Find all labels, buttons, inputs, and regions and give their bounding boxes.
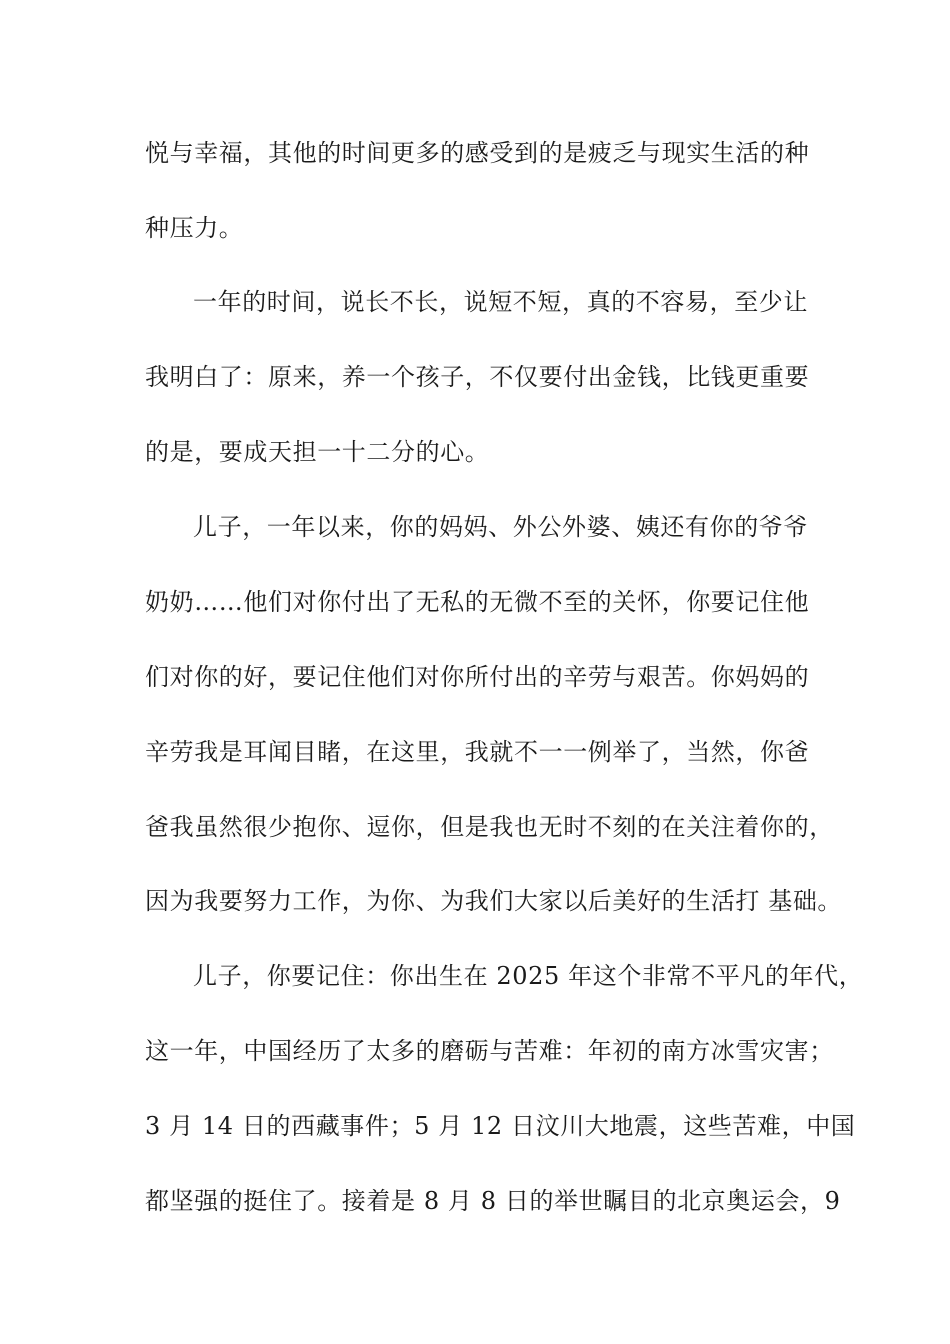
text-line: 因为我要努力工作，为你、为我们大家以后美好的生活打 基础。: [145, 887, 843, 915]
text-line: 爸我虽然很少抱你、逗你，但是我也无时不刻的在关注着你的，: [145, 813, 834, 841]
text-line: 辛劳我是耳闻目睹，在这里，我就不一一例举了，当然，你爸: [145, 738, 810, 766]
paragraph-first-line: 儿子，一年以来，你的妈妈、外公外婆、姨还有你的爷爷: [193, 513, 808, 541]
text-line: 这一年，中国经历了太多的磨砺与苦难：年初的南方冰雪灾害；: [145, 1037, 834, 1065]
paragraph-first-line: 一年的时间，说长不长，说短不短，真的不容易，至少让: [193, 288, 808, 316]
text-line: 们对你的好，要记住他们对你所付出的辛劳与艰苦。你妈妈的: [145, 663, 810, 691]
text-line: 奶奶……他们对你付出了无私的无微不至的关怀，你要记住他: [145, 588, 810, 616]
text-line: 3 月 14 日的西藏事件；5 月 12 日汶川大地震，这些苦难，中国: [145, 1112, 856, 1140]
text-line: 我明白了：原来，养一个孩子，不仅要付出金钱，比钱更重要: [145, 363, 810, 391]
text-line: 种压力。: [145, 214, 244, 242]
text-line: 的是，要成天担一十二分的心。: [145, 438, 490, 466]
text-line: 悦与幸福，其他的时间更多的感受到的是疲乏与现实生活的种: [145, 139, 810, 167]
paragraph-first-line: 儿子，你要记住：你出生在 2025 年这个非常不平凡的年代，: [193, 962, 864, 990]
text-line: 都坚强的挺住了。接着是 8 月 8 日的举世瞩目的北京奥运会，9: [145, 1187, 841, 1215]
